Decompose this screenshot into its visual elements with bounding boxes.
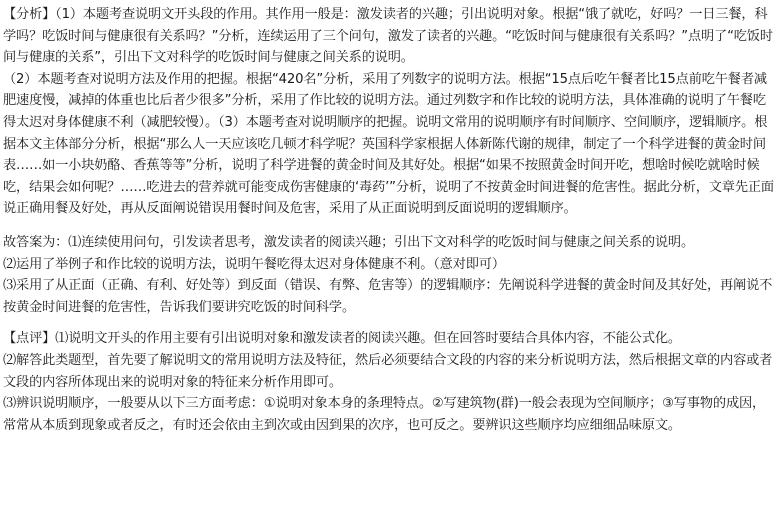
analysis-paragraph-2: （2）本题考查对说明方法及作用的把握。根据“420名”分析，采用了列数字的说明方法。根据“15点后吃午餐者比15点前吃午餐者减肥速度慢，减掉的体重也比后者少很多”分析，采用了作比较的说明方法。通过列数字和作比较的说明方法，具体准确的说明了午餐吃得太迟对身体健康不利（减肥较慢）。（3）本题考查对说明顺序的把握。说明文常用的说明顺序有时间顺序、空间顺序，逻辑顺序。根据本文主体部分分析，根据“那么人一天应该吃几顿才科学呢？英国科学家根据人体新陈代谢的规律，制定了一个科学进餐的黄金时间表……如一小块奶酪、香蕉等等”分析，说明了科学进餐的黄金时间及其好处。根据“如果不按照黄金时间开吃，想啥时候吃就啥时候吃，结果会如何呢？……吃进去的营养就可能变成伤害健康的‘毒药’”分析，说明了不按黄金时间进餐的危害性。据此分析，文章先正面说正确用餐及好处，再从反面阐说错误用餐时间及危害，采用了从正面说明到反面说明的逻辑顺序。	[3, 71, 774, 217]
comment-tag: 【点评】	[3, 331, 56, 347]
comment-item-1-text: ⑴说明文开头的作用主要有引出说明对象和激发读者的阅读兴趣。但在回答时要结合具体内容，不能公式化。	[55, 331, 681, 347]
answer-item-3: ⑶采用了从正面（正确、有利、好处等）到反面（错误、有弊、危害等）的逻辑顺序：先阐说科学进餐的黄金时间及其好处，再阐说不按黄金时间进餐的危害性，告诉我们要讲究吃饭的时间科学。	[3, 278, 773, 315]
section-divider	[3, 318, 777, 328]
comment-item-3: ⑶辨识说明顺序，一般要从以下三方面考虑：①说明对象本身的条理特点。②写建筑物(群)一般会表现为空间顺序；③写事物的成因，常常从本质到现象或者反之，有时还会依由主到次或由因到果的次序，也可反之。要辨识这些顺序均应细细品味原文。	[3, 396, 766, 433]
analysis-paragraph-1	[3, 4, 777, 69]
comment-item-2: ⑵解答此类题型，首先要了解说明文的常用说明方法及特征，然后必须要结合文段的内容的来分析说明方法，然后根据文章的内容或者文段的内容所体现出来的说明对象的特征来分析作用即可。	[3, 352, 773, 390]
analysis-tag: 【分析】	[3, 7, 56, 22]
answer-item-2: ⑵运用了举例子和作比较的说明方法，说明午餐吃得太迟对身体健康不利。（意对即可）	[3, 256, 505, 272]
section-divider	[3, 220, 777, 232]
analysis-part-1-text: （1）本题考查说明文开头段的作用。其作用一般是：激发读者的兴趣；引出说明对象。根据“饿了就吃，好吗？一日三餐，科学吗？吃饭时间与健康很有关系吗？”分析，连续运用了三个问句，激发了读者的兴趣。“吃饭时间与健康很有关系吗？”点明了“吃饭时间与健康的关系”，引出下文对科学的吃饭时间与健康之间关系的说明。	[3, 7, 773, 66]
answer-intro: 故答案为：⑴连续使用问句，引发读者思考，激发读者的阅读兴趣；引出下文对科学的吃饭时间与健康之间关系的说明。	[3, 234, 694, 250]
comment-item-1	[3, 328, 777, 350]
